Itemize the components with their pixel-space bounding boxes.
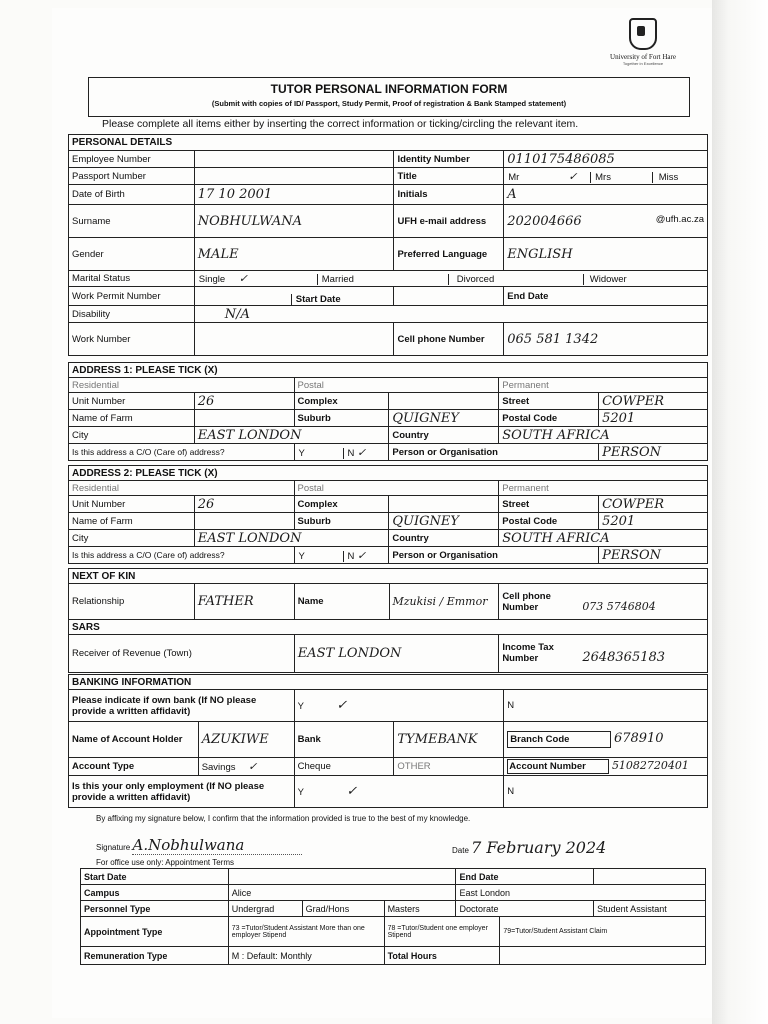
employee-number-field[interactable] [194, 151, 394, 168]
office-start-field[interactable] [228, 869, 456, 885]
form-title-box [88, 77, 690, 117]
office-option-79[interactable]: 79=Tutor/Student Assistant Claim [500, 917, 706, 947]
office-caption: For office use only: Appointment Terms [96, 858, 234, 867]
signature-field[interactable]: A.Nobhulwana [132, 836, 302, 855]
address1-table [68, 362, 708, 461]
a2-label-care-of: Is this address a C/O (Care of) address? [69, 547, 295, 564]
option-widower[interactable]: Widower [583, 274, 627, 285]
mr-tick: ✓ [568, 169, 578, 183]
a1-option-y[interactable]: Y [298, 447, 305, 459]
signature-label: Signature [96, 843, 131, 852]
university-logo [598, 18, 688, 66]
a1-label-care-of: Is this address a C/O (Care of) address? [69, 444, 295, 461]
a2-complex-field[interactable] [389, 496, 499, 513]
cell-phone-field[interactable]: 065 581 1342 [504, 323, 708, 356]
option-mrs[interactable]: Mrs [590, 172, 649, 183]
declaration-text: By affixing my signature below, I confirm that the information provided is true to the best of my knowledge. [96, 814, 471, 823]
a2-option-permanent[interactable]: Permanent [499, 481, 708, 496]
a1-street-field[interactable]: COWPER [599, 393, 708, 410]
a2-street-field[interactable]: COWPER [599, 496, 708, 513]
kin-cell-field[interactable]: 073 5746804 [582, 599, 656, 613]
only-employment-y: Y [297, 787, 304, 798]
identity-number-field[interactable]: 0110175486085 [504, 151, 708, 168]
date-row [452, 838, 606, 857]
a2-city-field[interactable]: EAST LONDON [194, 530, 389, 547]
a1-unit-field[interactable]: 26 [194, 393, 294, 410]
crest-icon [629, 18, 657, 50]
a1-label-complex: Complex [294, 393, 389, 410]
own-bank-y-tick: ✓ [336, 698, 348, 713]
office-label-start: Start Date [81, 869, 229, 885]
option-savings: Savings [201, 762, 236, 773]
label-marital-status: Marital Status [69, 271, 195, 287]
label-identity-number: Identity Number [394, 151, 504, 168]
a1-care-of-options [294, 444, 389, 461]
office-label-personnel: Personnel Type [81, 901, 229, 917]
label-employee-number: Employee Number [69, 151, 195, 168]
a2-option-residential[interactable]: Residential [69, 481, 295, 496]
start-date-field[interactable] [394, 287, 504, 306]
label-work-number: Work Number [69, 323, 195, 356]
label-receiver-of-revenue: Receiver of Revenue (Town) [69, 635, 295, 673]
section-address1: ADDRESS 1: PLEASE TICK (X) [69, 363, 708, 378]
form-instruction: Please complete all items either by inserting the correct information or ticking/circling the relevant item. [102, 118, 579, 130]
a2-care-of-options [294, 547, 389, 564]
label-start-date: Start Date [291, 294, 341, 305]
a1-person-org-field[interactable]: PERSON [599, 444, 708, 461]
label-account-number: Account Number [507, 759, 609, 774]
option-single[interactable]: Single [198, 274, 226, 285]
a1-label-street: Street [499, 393, 599, 410]
label-bank: Bank [294, 722, 394, 758]
office-label-total-hours: Total Hours [384, 947, 500, 965]
label-date-of-birth: Date of Birth [69, 185, 195, 205]
office-use-table [80, 868, 706, 965]
a2-label-complex: Complex [294, 496, 389, 513]
a2-n-tick: ✓ [357, 548, 367, 562]
passport-number-field[interactable] [194, 168, 394, 185]
savings-tick: ✓ [248, 760, 258, 773]
office-label-appointment: Appointment Type [81, 917, 229, 947]
language-field[interactable]: ENGLISH [504, 238, 708, 271]
a1-suburb-field[interactable]: QUIGNEY [389, 410, 499, 427]
office-option-grad[interactable]: Grad/Hons [302, 901, 384, 917]
a1-option-permanent[interactable]: Permanent [499, 378, 708, 393]
label-email: UFH e-mail address [394, 205, 504, 238]
a1-n-tick: ✓ [357, 445, 367, 459]
title-options [504, 168, 708, 185]
office-end-field[interactable] [594, 869, 706, 885]
section-personal-details: PERSONAL DETAILS [69, 135, 708, 151]
label-account-type: Account Type [69, 758, 199, 776]
date-label: Date [452, 846, 469, 855]
office-option-doctorate[interactable]: Doctorate [456, 901, 594, 917]
gender-field[interactable]: MALE [194, 238, 394, 271]
branch-code-field[interactable]: 678910 [613, 731, 664, 746]
email-cell [504, 205, 708, 238]
address2-table [68, 465, 708, 564]
only-employment-yes[interactable] [294, 776, 504, 808]
initials-field[interactable]: A [504, 185, 708, 205]
a1-complex-field[interactable] [389, 393, 499, 410]
email-field[interactable]: 202004666 [507, 213, 582, 229]
a1-label-postal-code: Postal Code [499, 410, 599, 427]
a1-option-postal[interactable]: Postal [294, 378, 499, 393]
office-option-78[interactable]: 78 =Tutor/Student one employer Stipend [384, 917, 500, 947]
bank-field[interactable]: TYMEBANK [394, 722, 504, 758]
office-option-alice[interactable]: Alice [228, 885, 456, 901]
a1-label-person-org: Person or Organisation [389, 444, 599, 461]
university-tagline: Together in Excellence [622, 61, 664, 66]
office-option-student-assistant[interactable]: Student Assistant [594, 901, 706, 917]
work-permit-field[interactable] [195, 287, 291, 302]
date-of-birth-field[interactable]: 17 10 2001 [194, 185, 394, 205]
a2-postal-code-field[interactable]: 5201 [599, 513, 708, 530]
income-tax-cell [499, 635, 708, 673]
section-next-of-kin: NEXT OF KIN [69, 569, 708, 584]
university-name: University of Fort Hare [610, 53, 676, 61]
option-miss[interactable]: Miss [652, 172, 679, 183]
income-tax-field[interactable]: 2648365183 [582, 650, 666, 665]
a1-option-n[interactable]: N [343, 448, 355, 459]
work-number-field[interactable] [194, 323, 394, 356]
label-own-bank: Please indicate if own bank (If NO please provide a written affidavit) [69, 690, 295, 722]
a2-farm-field[interactable] [194, 513, 294, 530]
receiver-of-revenue-field[interactable]: EAST LONDON [294, 635, 499, 673]
a2-label-suburb: Suburb [294, 513, 389, 530]
label-income-tax: Income Tax Number [502, 642, 554, 664]
section-banking: BANKING INFORMATION [69, 675, 708, 690]
a1-farm-field[interactable] [194, 410, 294, 427]
account-number-field[interactable]: 51082720401 [611, 759, 689, 772]
a1-country-field[interactable]: SOUTH AFRICA [499, 427, 708, 444]
personal-details-table [68, 134, 708, 356]
a1-option-residential[interactable]: Residential [69, 378, 295, 393]
only-employment-no[interactable]: N [504, 776, 708, 808]
single-tick: ✓ [238, 272, 248, 285]
work-permit-cell [194, 287, 394, 306]
label-language: Preferred Language [394, 238, 504, 271]
label-surname: Surname [69, 205, 195, 238]
office-option-east-london[interactable]: East London [456, 885, 706, 901]
own-bank-no[interactable]: N [504, 690, 708, 722]
office-option-73[interactable]: 73 =Tutor/Student Assistant More than one employer Stipend [228, 917, 384, 947]
label-passport-number: Passport Number [69, 168, 195, 185]
a1-label-suburb: Suburb [294, 410, 389, 427]
label-gender: Gender [69, 238, 195, 271]
office-total-hours-field[interactable] [500, 947, 706, 965]
label-end-date: End Date [504, 287, 708, 306]
form-subtitle: (Submit with copies of ID/ Passport, Study Permit, Proof of registration & Bank Stamped statement) [211, 99, 567, 108]
label-relationship: Relationship [69, 584, 195, 620]
a2-label-street: Street [499, 496, 599, 513]
a1-label-country: Country [389, 427, 499, 444]
email-domain: @ufh.ac.za [655, 213, 704, 225]
a1-label-city: City [69, 427, 195, 444]
a2-suburb-field[interactable]: QUIGNEY [389, 513, 499, 530]
option-other[interactable]: OTHER [394, 758, 504, 776]
account-number-cell [504, 758, 708, 776]
a1-postal-code-field[interactable]: 5201 [599, 410, 708, 427]
a1-label-farm: Name of Farm [69, 410, 195, 427]
label-title: Title [394, 168, 504, 185]
a2-label-person-org: Person or Organisation [389, 547, 599, 564]
section-address2: ADDRESS 2: PLEASE TICK (X) [69, 466, 708, 481]
office-label-end: End Date [456, 869, 594, 885]
office-label-remuneration: Remuneration Type [81, 947, 229, 965]
office-label-campus: Campus [81, 885, 229, 901]
page-edge-shadow [712, 0, 768, 1024]
label-initials: Initials [394, 185, 504, 205]
option-cheque[interactable]: Cheque [294, 758, 394, 776]
own-bank-y: Y [297, 701, 304, 712]
option-mr[interactable]: Mr [508, 171, 520, 183]
a2-option-postal[interactable]: Postal [294, 481, 499, 496]
own-bank-yes[interactable] [294, 690, 504, 722]
a1-label-unit: Unit Number [69, 393, 195, 410]
a2-country-field[interactable]: SOUTH AFRICA [499, 530, 708, 547]
label-kin-cell: Cell phone Number [502, 590, 551, 613]
a2-label-farm: Name of Farm [69, 513, 195, 530]
a2-unit-field[interactable]: 26 [194, 496, 294, 513]
surname-field[interactable]: NOBHULWANA [194, 205, 394, 238]
label-work-permit: Work Permit Number [69, 287, 195, 306]
label-branch-code: Branch Code [507, 731, 611, 748]
marital-options [194, 271, 707, 287]
option-married[interactable]: Married [317, 274, 448, 285]
label-cell-phone: Cell phone Number [394, 323, 504, 356]
option-divorced[interactable]: Divorced [448, 274, 583, 285]
form-title: TUTOR PERSONAL INFORMATION FORM [270, 82, 508, 96]
relationship-field[interactable]: FATHER [194, 584, 294, 620]
a2-label-city: City [69, 530, 195, 547]
label-kin-name: Name [294, 584, 389, 620]
a2-label-country: Country [389, 530, 499, 547]
only-employment-y-tick: ✓ [346, 784, 358, 799]
kin-sars-table [68, 568, 708, 673]
office-remuneration-value[interactable]: M : Default: Monthly [228, 947, 384, 965]
date-field[interactable]: 7 February 2024 [471, 838, 607, 857]
option-savings-cell[interactable] [198, 758, 294, 776]
section-sars: SARS [69, 620, 708, 635]
disability-field[interactable]: N/A [194, 306, 707, 323]
office-option-masters[interactable]: Masters [384, 901, 456, 917]
branch-code-cell [504, 722, 708, 758]
kin-name-field[interactable]: Mzukisi / Emmor [389, 584, 499, 620]
label-account-holder: Name of Account Holder [69, 722, 199, 758]
label-only-employment: Is this your only employment (If NO please provide a written affidavit) [69, 776, 295, 808]
label-disability: Disability [69, 306, 195, 323]
signature-row [96, 836, 302, 855]
a2-person-org-field[interactable]: PERSON [599, 547, 708, 564]
banking-table [68, 674, 708, 808]
a1-city-field[interactable]: EAST LONDON [194, 427, 389, 444]
a2-label-postal-code: Postal Code [499, 513, 599, 530]
kin-cell-cell [499, 584, 708, 620]
a2-option-y[interactable]: Y [298, 550, 305, 562]
office-option-undergrad[interactable]: Undergrad [228, 901, 302, 917]
a2-label-unit: Unit Number [69, 496, 195, 513]
account-holder-field[interactable]: AZUKIWE [198, 722, 294, 758]
a2-option-n[interactable]: N [343, 551, 355, 562]
